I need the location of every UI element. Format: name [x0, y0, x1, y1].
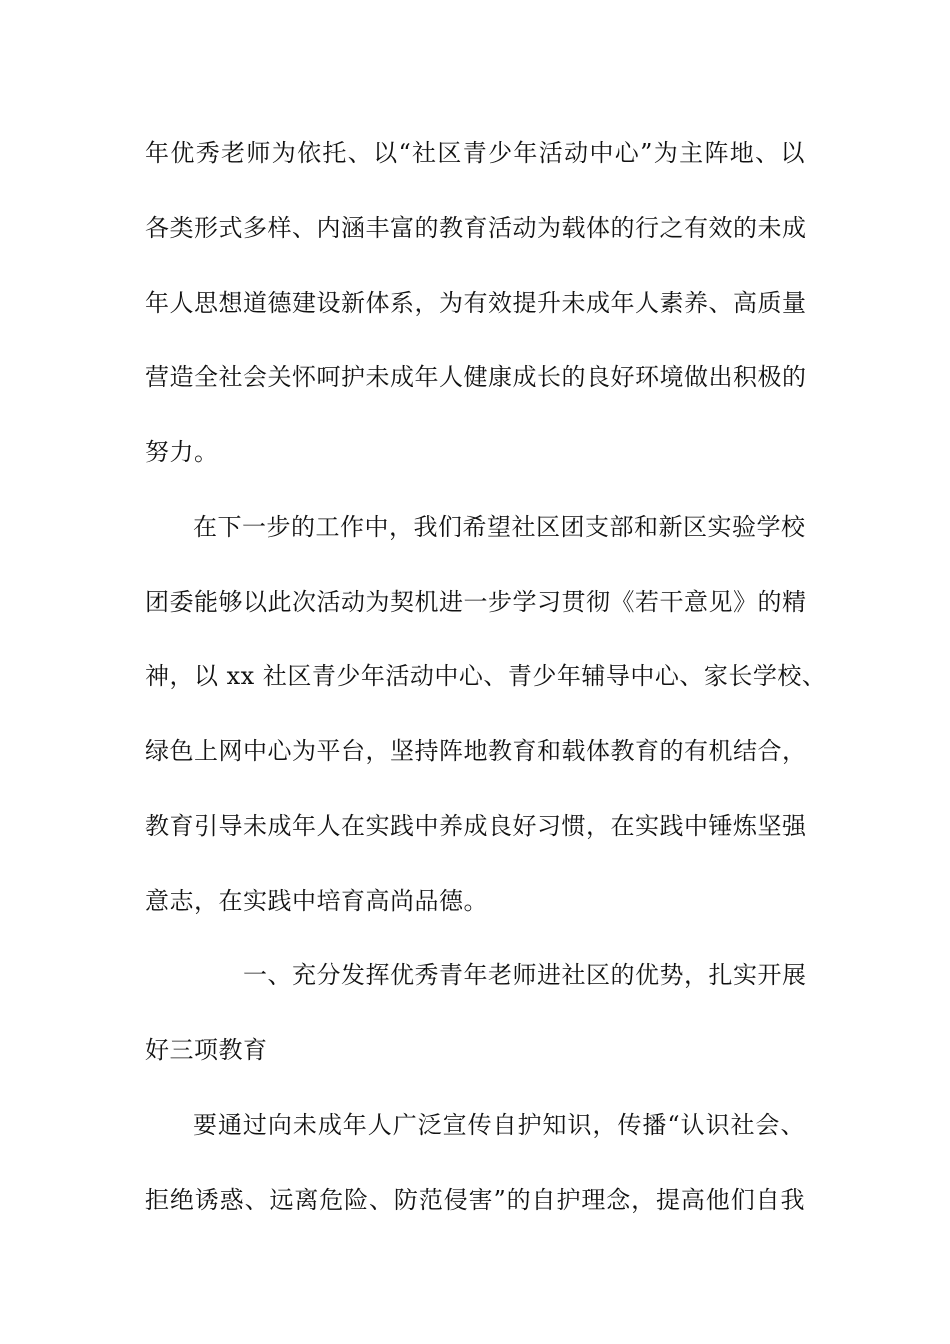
- paragraph-line: 努力。: [145, 438, 219, 466]
- paragraph-line: 营造全社会关怀呵护未成年人健康成长的良好环境做出积极的: [145, 363, 807, 391]
- paragraph-line: 在下一步的工作中，我们希望社区团支部和新区实验学校: [193, 513, 806, 541]
- paragraph-line: 团委能够以此次活动为契机进一步学习贯彻《若干意见》的精: [145, 588, 807, 616]
- paragraph-line: 意志，在实践中培育高尚品德。: [145, 887, 488, 915]
- paragraph-line: 年人思想道德建设新体系，为有效提升未成年人素养、高质量: [145, 289, 807, 317]
- paragraph-line: 拒绝诱惑、远离危险、防范侵害”的自护理念，提高他们自我: [145, 1186, 805, 1214]
- paragraph-line: 绿色上网中心为平台，坚持阵地教育和载体教育的有机结合，: [145, 737, 807, 765]
- paragraph-line: 教育引导未成年人在实践中养成良好习惯，在实践中锤炼坚强: [145, 812, 807, 840]
- paragraph-line: 年优秀老师为依托、以“社区青少年活动中心”为主阵地、以: [145, 139, 805, 167]
- paragraph-line: 各类形式多样、内涵丰富的教育活动为载体的行之有效的未成: [145, 214, 807, 242]
- paragraph-line: 神，以 xx 社区青少年活动中心、青少年辅导中心、家长学校、: [145, 662, 827, 690]
- section-heading-line: 一、充分发挥优秀青年老师进社区的优势，扎实开展: [243, 961, 807, 989]
- paragraph-line: 要通过向未成年人广泛宣传自护知识，传播“认识社会、: [193, 1111, 805, 1139]
- section-heading-line: 好三项教育: [145, 1036, 268, 1064]
